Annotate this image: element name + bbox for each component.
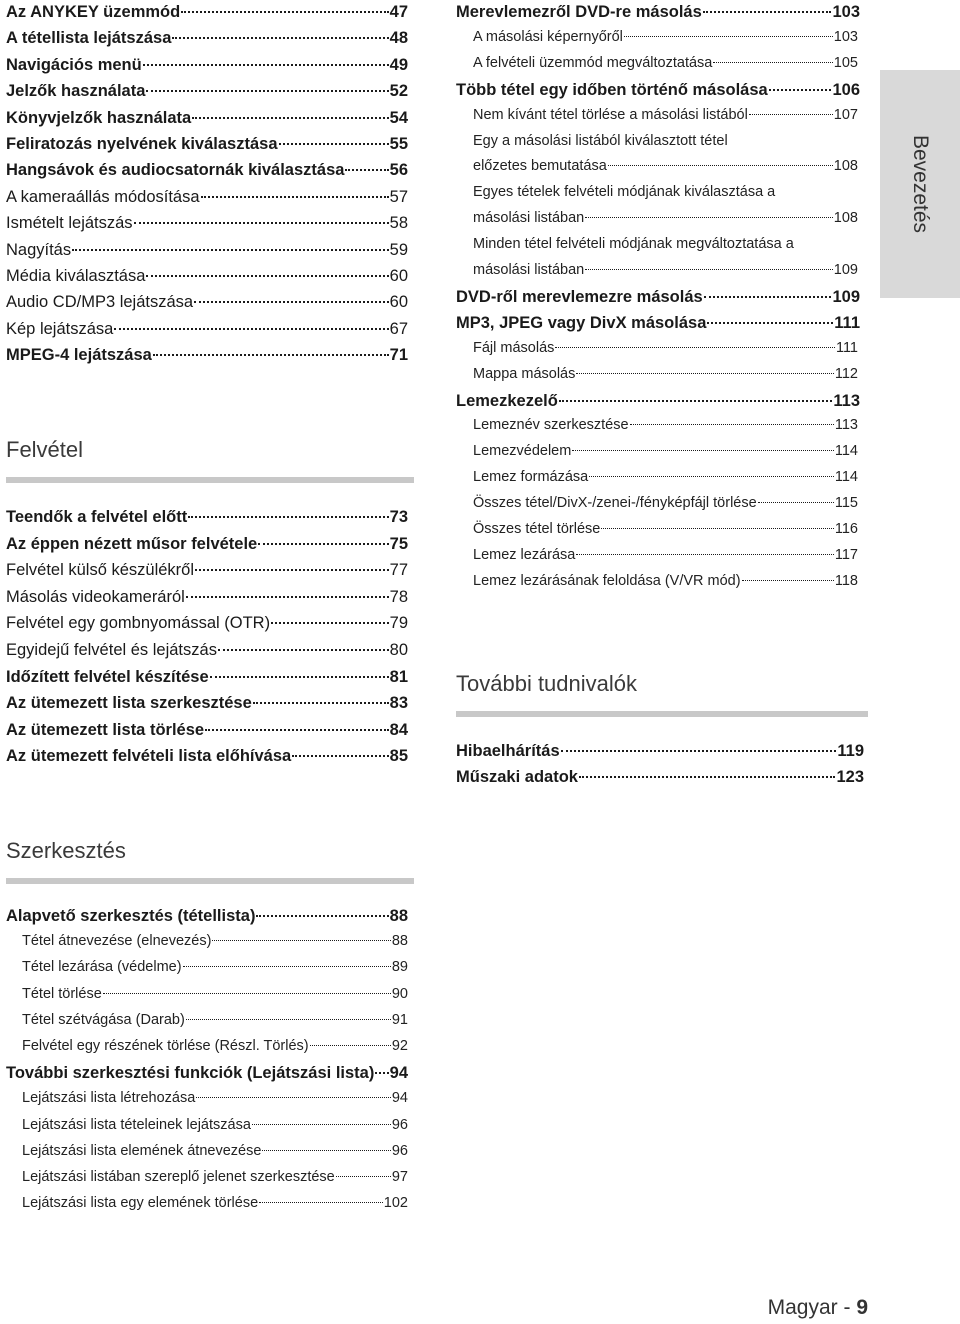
toc-leader-dots xyxy=(146,90,388,92)
toc-entry-title: Tétel lezárása (védelme) xyxy=(22,959,182,976)
toc-entry-title: A tétellista lejátszása xyxy=(6,29,172,48)
toc-page-number: 75 xyxy=(389,534,408,553)
toc-entry-title: Műszaki adatok xyxy=(456,768,578,786)
toc-entry-title: A kameraállás módosítása xyxy=(6,187,200,206)
toc-page-number: 109 xyxy=(833,262,858,278)
toc-page-number: 103 xyxy=(832,3,860,21)
toc-entry-title: Hibaelhárítás xyxy=(456,742,560,760)
toc-entry-title: Időzített felvétel készítése xyxy=(6,667,209,686)
toc-leader-dots xyxy=(192,117,388,119)
toc-entry-title: Navigációs menü xyxy=(6,55,142,74)
toc-page-number: 107 xyxy=(833,106,858,123)
toc-entry[interactable] xyxy=(6,241,408,260)
toc-entry-title: Média kiválasztása xyxy=(6,267,146,285)
toc-leader-dots xyxy=(375,1072,388,1074)
toc-subentry[interactable] xyxy=(473,262,858,278)
toc-leader-dots xyxy=(194,301,389,303)
toc-entry[interactable] xyxy=(6,320,408,339)
toc-entry[interactable] xyxy=(6,668,408,687)
toc-page-number: 49 xyxy=(389,55,408,74)
toc-subentry[interactable] xyxy=(22,1090,408,1106)
toc-page-number: 60 xyxy=(389,267,408,285)
toc-page-number: 96 xyxy=(391,1116,408,1133)
toc-leader-dots xyxy=(210,676,389,678)
toc-entry[interactable] xyxy=(6,588,408,607)
toc-entry[interactable] xyxy=(6,1064,408,1083)
toc-subentry[interactable] xyxy=(473,547,858,563)
toc-entry-title: Lejátszási listában szereplő jelenet szerkesztése xyxy=(22,1169,335,1185)
toc-leader-dots xyxy=(188,516,388,518)
toc-entry-title: Tétel szétvágása (Darab) xyxy=(22,1011,185,1028)
toc-leader-dots xyxy=(576,373,834,374)
toc-subentry[interactable] xyxy=(473,210,858,226)
toc-page-number: 83 xyxy=(389,694,408,713)
toc-page-number: 92 xyxy=(391,1038,408,1054)
toc-entry-title: Lemez formázása xyxy=(473,469,589,486)
toc-entry[interactable] xyxy=(456,768,864,787)
toc-subentry[interactable] xyxy=(473,107,858,123)
toc-leader-dots xyxy=(630,424,834,425)
toc-entry-title: másolási listában xyxy=(473,262,585,278)
toc-leader-dots xyxy=(742,580,834,581)
toc-subentry[interactable] xyxy=(22,1038,408,1054)
toc-subentry[interactable] xyxy=(473,158,858,174)
toc-entry-title: Minden tétel felvételi módjának megváltoztatása a xyxy=(473,236,794,253)
toc-leader-dots xyxy=(279,143,389,145)
toc-entry[interactable] xyxy=(6,508,408,527)
toc-page-number: 108 xyxy=(833,210,858,227)
section-divider-felvetel xyxy=(6,477,414,483)
toc-entry[interactable] xyxy=(6,721,408,740)
page-footer xyxy=(768,1296,868,1320)
toc-subentry[interactable] xyxy=(22,1117,408,1133)
toc-page-number: 81 xyxy=(389,667,408,686)
toc-entry-title: Tétel törlése xyxy=(22,985,102,1002)
toc-entry-title: Több tétel egy időben történő másolása xyxy=(456,80,768,99)
toc-entry-title: Lejátszási lista elemének átnevezése xyxy=(22,1142,262,1159)
toc-leader-dots xyxy=(153,354,389,356)
toc-leader-dots xyxy=(555,347,835,348)
toc-leader-dots xyxy=(572,450,834,451)
toc-entry-title: Ismételt lejátszás xyxy=(6,214,133,233)
toc-entry-title: Az éppen nézett műsor felvétele xyxy=(6,534,258,553)
toc-entry-title: Tétel átnevezése (elnevezés) xyxy=(22,933,212,950)
toc-page-number: 115 xyxy=(834,495,858,512)
toc-page-number: 97 xyxy=(391,1169,408,1185)
toc-page-number: 60 xyxy=(389,293,408,312)
toc-page-number: 85 xyxy=(389,747,408,766)
toc-leader-dots xyxy=(336,1176,391,1177)
toc-leader-dots xyxy=(559,400,833,402)
toc-entry-title: Lejátszási lista létrehozása xyxy=(22,1090,196,1107)
toc-leader-dots xyxy=(576,554,834,555)
toc-page-number: 114 xyxy=(834,469,858,486)
toc-subentry[interactable] xyxy=(473,443,858,459)
toc-page-number: 79 xyxy=(389,614,408,633)
toc-page-number: 71 xyxy=(389,346,408,365)
toc-subentry[interactable] xyxy=(473,417,858,433)
toc-leader-dots xyxy=(196,1097,391,1098)
toc-subentry[interactable] xyxy=(473,521,858,537)
toc-leader-dots xyxy=(579,776,836,778)
toc-entry-title: Merevlemezről DVD-re másolás xyxy=(456,3,702,21)
toc-entry-title: Mappa másolás xyxy=(473,365,576,382)
toc-page-number: 48 xyxy=(389,29,408,48)
toc-page-number: 58 xyxy=(389,214,408,233)
toc-entry-title: Lemez lezárása xyxy=(473,546,576,563)
toc-subentry[interactable] xyxy=(473,184,858,200)
toc-page-number: 113 xyxy=(833,391,860,410)
toc-entry[interactable] xyxy=(6,535,408,554)
toc-leader-dots xyxy=(589,476,834,477)
toc-entry-title: Teendők a felvétel előtt xyxy=(6,508,188,526)
toc-leader-dots xyxy=(585,269,833,270)
toc-leader-dots xyxy=(143,64,389,66)
toc-leader-dots xyxy=(134,222,389,224)
toc-entry[interactable] xyxy=(6,614,408,633)
toc-page-number: 47 xyxy=(389,3,408,21)
toc-entry-title: Alapvető szerkesztés (tétellista) xyxy=(6,907,256,925)
toc-entry-title: Lemezkezelő xyxy=(456,391,558,410)
section-title-szerkesztes: Szerkesztés xyxy=(6,838,126,863)
toc-subentry[interactable] xyxy=(473,340,858,356)
toc-page-number: 116 xyxy=(834,521,858,537)
toc-entry[interactable] xyxy=(456,81,860,100)
toc-page-number: 89 xyxy=(391,959,408,976)
toc-entry[interactable] xyxy=(456,314,860,333)
toc-entry-title: Másolás videokameráról xyxy=(6,587,185,606)
toc-leader-dots xyxy=(713,62,832,63)
toc-entry[interactable] xyxy=(6,641,408,660)
toc-leader-dots xyxy=(103,993,391,994)
toc-leader-dots xyxy=(218,649,389,651)
toc-page-number: 108 xyxy=(833,158,858,175)
toc-page-number: 109 xyxy=(832,287,860,306)
toc-entry[interactable] xyxy=(6,214,408,233)
toc-entry-title: Fájl másolás xyxy=(473,339,555,356)
toc-page-number: 59 xyxy=(389,240,408,259)
toc-page-number: 90 xyxy=(391,985,408,1002)
toc-entry[interactable] xyxy=(6,56,408,75)
toc-page-number: 96 xyxy=(391,1142,408,1159)
toc-page-number: 80 xyxy=(389,641,408,659)
toc-leader-dots xyxy=(172,37,388,39)
toc-leader-dots xyxy=(749,114,833,115)
toc-entry[interactable] xyxy=(6,29,408,48)
toc-leader-dots xyxy=(345,169,388,171)
toc-page-number: 103 xyxy=(833,28,858,45)
toc-leader-dots xyxy=(201,196,389,198)
side-tab-label: Bevezetés xyxy=(909,134,932,234)
toc-entry[interactable] xyxy=(6,694,408,713)
toc-leader-dots xyxy=(183,966,391,967)
toc-entry-title: Lemezvédelem xyxy=(473,443,572,460)
toc-page-number: 56 xyxy=(389,161,408,180)
toc-entry-title: Kép lejátszása xyxy=(6,319,114,338)
toc-page-number: 111 xyxy=(834,313,860,332)
toc-leader-dots xyxy=(585,217,833,218)
toc-leader-dots xyxy=(707,322,833,324)
toc-leader-dots xyxy=(186,1019,391,1020)
toc-subentry[interactable] xyxy=(22,1169,408,1185)
toc-subentry[interactable] xyxy=(22,1195,408,1211)
toc-entry[interactable] xyxy=(6,109,408,128)
toc-leader-dots xyxy=(259,1202,383,1203)
toc-page-number: 52 xyxy=(389,82,408,101)
toc-entry-title: Nagyítás xyxy=(6,240,72,259)
toc-page-number: 94 xyxy=(389,1064,408,1083)
toc-entry[interactable] xyxy=(456,742,864,761)
toc-entry[interactable] xyxy=(6,188,408,207)
toc-entry-title: Audio CD/MP3 lejátszása xyxy=(6,293,194,312)
toc-entry-title: MP3, JPEG vagy DivX másolása xyxy=(456,313,707,332)
section-title-felvetel: Felvétel xyxy=(6,437,84,462)
toc-subentry[interactable] xyxy=(473,133,858,149)
toc-entry-title: További szerkesztési funkciók (Lejátszási lista) xyxy=(6,1064,375,1083)
toc-subentry[interactable] xyxy=(473,236,858,252)
toc-entry-title: Felvétel egy részének törlése (Részl. Törlés) xyxy=(22,1038,309,1054)
toc-subentry[interactable] xyxy=(473,495,858,511)
toc-leader-dots xyxy=(114,328,388,330)
toc-entry-title: Egyes tételek felvételi módjának kiválasztása a xyxy=(473,184,776,201)
toc-subentry[interactable] xyxy=(473,55,858,71)
toc-page-number: 102 xyxy=(383,1195,408,1212)
toc-entry-title: Egy a másolási listából kiválasztott tétel xyxy=(473,132,728,149)
toc-entry[interactable] xyxy=(6,135,408,154)
toc-subentry[interactable] xyxy=(473,29,858,45)
toc-page-number: 118 xyxy=(834,572,858,589)
toc-subentry[interactable] xyxy=(22,933,408,949)
toc-leader-dots xyxy=(703,11,832,13)
toc-entry-title: DVD-ről merevlemezre másolás xyxy=(456,287,703,306)
toc-leader-dots xyxy=(212,940,390,941)
toc-page-number: 57 xyxy=(389,187,408,206)
toc-entry[interactable] xyxy=(456,3,860,22)
toc-entry-title: Jelzők használata xyxy=(6,82,146,101)
toc-subentry[interactable] xyxy=(22,959,408,975)
toc-entry-title: Az ANYKEY üzemmód xyxy=(6,3,181,21)
toc-entry-title: A másolási képernyőről xyxy=(473,28,623,45)
toc-leader-dots xyxy=(72,249,389,251)
toc-subentry[interactable] xyxy=(22,1143,408,1159)
toc-entry-title: MPEG-4 lejátszása xyxy=(6,346,152,365)
toc-leader-dots xyxy=(146,275,388,277)
footer-page-number: 9 xyxy=(856,1296,868,1319)
toc-entry-title: Összes tétel törlése xyxy=(473,521,601,537)
toc-entry-title: Könyvjelzők használata xyxy=(6,108,192,127)
toc-page-number: 114 xyxy=(834,443,858,460)
toc-leader-dots xyxy=(310,1045,391,1046)
toc-leader-dots xyxy=(624,36,833,37)
toc-entry[interactable] xyxy=(456,392,860,411)
toc-subentry[interactable] xyxy=(473,366,858,382)
toc-entry-title: Egyidejű felvétel és lejátszás xyxy=(6,641,217,659)
toc-entry[interactable] xyxy=(6,293,408,312)
toc-leader-dots xyxy=(601,528,834,529)
toc-leader-dots xyxy=(561,750,837,752)
toc-leader-dots xyxy=(186,596,389,598)
toc-leader-dots xyxy=(271,622,389,624)
toc-subentry[interactable] xyxy=(473,469,858,485)
footer-language: Magyar - xyxy=(767,1296,857,1319)
toc-leader-dots xyxy=(253,702,389,704)
toc-page-number: 113 xyxy=(834,417,858,434)
section-title-tovabbi: További tudnivalók xyxy=(456,671,638,696)
toc-entry[interactable] xyxy=(6,3,408,22)
toc-page-number: 73 xyxy=(389,508,408,526)
toc-page-number: 117 xyxy=(834,546,858,563)
toc-page-number: 111 xyxy=(835,339,858,356)
toc-page-number: 119 xyxy=(837,742,864,760)
toc-entry-title: másolási listában xyxy=(473,210,585,227)
toc-entry-title: Hangsávok és audiocsatornák kiválasztása xyxy=(6,161,345,180)
toc-entry-title: Lejátszási lista egy elemének törlése xyxy=(22,1195,259,1212)
toc-entry[interactable] xyxy=(6,561,408,580)
toc-subentry[interactable] xyxy=(22,986,408,1002)
toc-entry-title: Feliratozás nyelvének kiválasztása xyxy=(6,135,278,153)
toc-page-number: 91 xyxy=(391,1011,408,1028)
toc-leader-dots xyxy=(608,165,833,166)
toc-leader-dots xyxy=(181,11,388,13)
toc-leader-dots xyxy=(205,729,389,731)
toc-page-number: 112 xyxy=(834,365,858,382)
toc-entry-title: Lejátszási lista tételeinek lejátszása xyxy=(22,1116,251,1133)
toc-entry[interactable] xyxy=(6,267,408,286)
toc-subentry[interactable] xyxy=(22,1012,408,1028)
toc-page-number: 54 xyxy=(389,108,408,127)
toc-page-number: 78 xyxy=(389,587,408,606)
toc-entry-title: előzetes bemutatása xyxy=(473,158,607,175)
toc-subentry[interactable] xyxy=(473,573,858,589)
toc-entry-title: Az ütemezett lista törlése xyxy=(6,720,205,739)
toc-leader-dots xyxy=(769,89,832,91)
toc-entry[interactable] xyxy=(6,161,408,180)
toc-page-number: 55 xyxy=(389,135,408,153)
toc-page-number: 106 xyxy=(832,80,860,99)
toc-leader-dots xyxy=(704,296,832,298)
toc-leader-dots xyxy=(292,755,388,757)
toc-page-number: 67 xyxy=(389,319,408,338)
toc-page-number: 77 xyxy=(389,561,408,580)
section-divider-szerkesztes xyxy=(6,878,414,884)
toc-entry-title: Felvétel egy gombnyomással (OTR) xyxy=(6,614,271,633)
toc-entry-title: Lemeznév szerkesztése xyxy=(473,417,629,434)
toc-entry-title: Az ütemezett felvételi lista előhívása xyxy=(6,747,292,766)
toc-entry-title: Lemez lezárásának feloldása (V/VR mód) xyxy=(473,572,741,589)
toc-page-number: 123 xyxy=(836,768,864,786)
toc-entry[interactable] xyxy=(6,82,408,101)
toc-entry-title: Nem kívánt tétel törlése a másolási listából xyxy=(473,106,748,123)
toc-leader-dots xyxy=(258,543,388,545)
toc-leader-dots xyxy=(252,1124,391,1125)
section-side-tab xyxy=(880,70,960,298)
toc-entry[interactable] xyxy=(456,288,860,307)
toc-page-number: 88 xyxy=(389,907,408,925)
toc-leader-dots xyxy=(195,569,389,571)
toc-entry-title: A felvételi üzemmód megváltoztatása xyxy=(473,54,713,71)
toc-entry-title: Az ütemezett lista szerkesztése xyxy=(6,694,252,713)
toc-entry[interactable] xyxy=(6,747,408,766)
toc-entry-title: Összes tétel/DivX-/zenei-/fényképfájl törlése xyxy=(473,495,757,512)
toc-leader-dots xyxy=(256,915,388,917)
toc-entry[interactable] xyxy=(6,346,408,365)
toc-leader-dots xyxy=(758,502,834,503)
section-divider-tovabbi xyxy=(456,711,868,717)
toc-page-number: 88 xyxy=(391,933,408,950)
toc-entry-title: Felvétel külső készülékről xyxy=(6,561,194,580)
toc-entry[interactable] xyxy=(6,907,408,926)
toc-page-number: 105 xyxy=(833,54,858,71)
toc-page-number: 84 xyxy=(389,720,408,739)
toc-page-number: 94 xyxy=(391,1090,408,1107)
toc-leader-dots xyxy=(262,1150,390,1151)
